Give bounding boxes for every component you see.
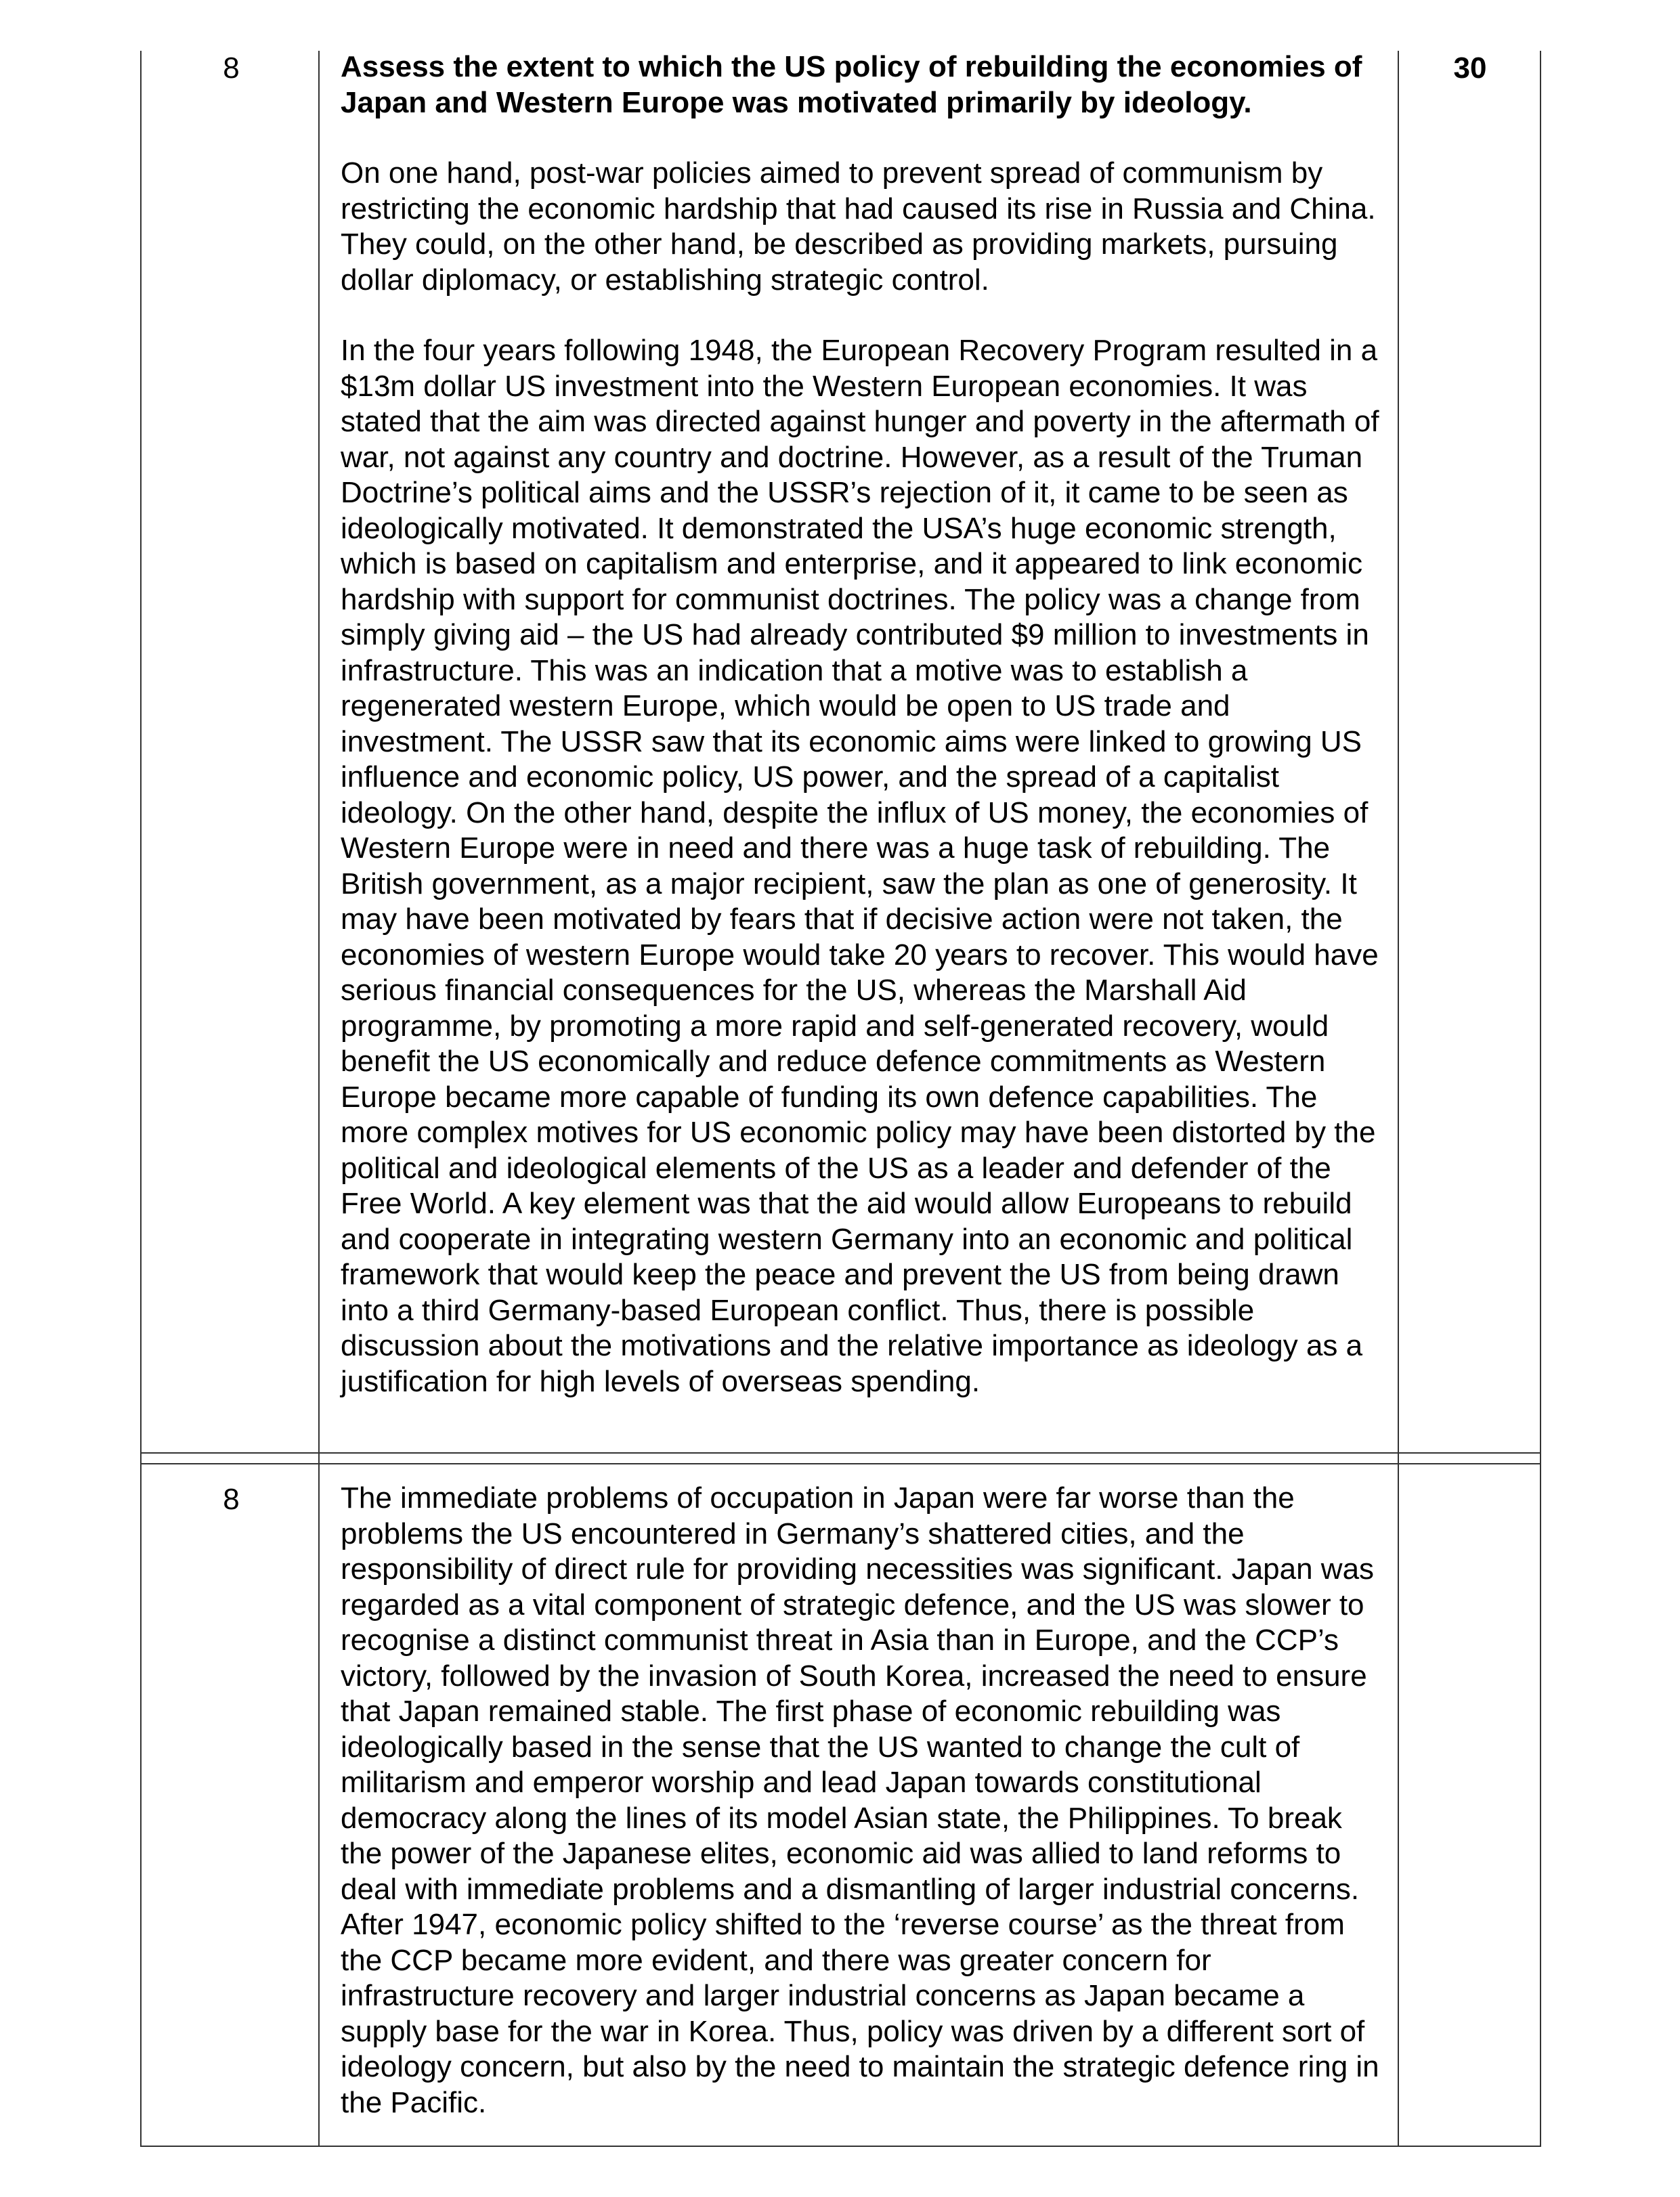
separator-content-cell <box>320 1454 1399 1463</box>
paragraph-europe: In the four years following 1948, the European Recovery Program resulted in a $13m dollar US investment into the Western European economies. It was stated that the aim was directed against hunger and poverty in the aftermath of war, not against any country and doctrine. However, as a result of the Truman Doctrine’s political aims and the USSR’s rejection of it, it came to be seen as ideologically motivated. It demonstrated the USA’s huge economic strength, which is based on capitalism and enterprise, and it appeared to link economic hardship with support for communist doctrines. The policy was a change from simply giving aid – the US had already contributed $9 million to investments in infrastructure. This was an indication that a motive was to establish a regenerated western Europe, which would be open to US trade and investment. The USSR saw that its economic aims were linked to growing US influence and economic policy, US power, and the spread of a capitalist ideology. On the other hand, despite the influx of US money, the economies of Western Europe were in need and there was a huge task of rebuilding. The British government, as a major recipient, saw the plan as one of generosity. It may have been motivated by fears that if decisive action were not taken, the economies of western Europe would take 20 years to recover. This would have serious financial consequences for the US, whereas the Marshall Aid programme, by promoting a more rapid and self-generated recovery, would benefit the US economically and reduce defence commitments as Western Europe became more capable of funding its own defence capabilities. The more complex motives for US economic policy may have been distorted by the political and ideological elements of the US as a leader and defender of the Free World. A key element was that the aid would allow Europeans to rebuild and cooperate in integrating western Germany into an economic and political framework that would keep the peace and prevent the US from being drawn into a third Germany-based European conflict. Thus, there is possible discussion about the motivations and the relative importance as ideology as a justification for high levels of overseas spending. <box>341 334 1379 1398</box>
marks-cell <box>1399 51 1541 1452</box>
answer-text <box>341 1481 1387 2120</box>
separator-marks-cell <box>1399 1454 1541 1463</box>
mark-scheme-row-2 <box>140 1463 1541 2147</box>
marks-cell <box>1399 1463 1541 2146</box>
mark-scheme-row-1 <box>140 51 1541 1454</box>
question-number: 8 <box>223 51 240 85</box>
answer-content-cell <box>320 51 1399 1452</box>
marks-value: 30 <box>1453 51 1487 85</box>
answer-text <box>341 49 1387 1435</box>
separator-number-cell <box>140 1454 320 1463</box>
paragraph-intro: On one hand, post-war policies aimed to prevent spread of communism by restricting the economic hardship that had caused its rise in Russia and China. They could, on the other hand, be described as providing markets, pursuing dollar diplomacy, or establishing strategic control. <box>341 156 1376 297</box>
question-number-cell <box>140 1463 320 2146</box>
question-number: 8 <box>223 1483 240 1516</box>
answer-content-cell <box>320 1463 1399 2146</box>
paragraph-japan: The immediate problems of occupation in Japan were far worse than the problems the US encountered in Germany’s shattered cities, and the responsibility of direct rule for providing necessities was significant. Japan was regarded as a vital component of strategic defence, and the US was slower to recognise a distinct communist threat in Asia than in Europe, and the CCP’s victory, followed by the invasion of South Korea, increased the need to ensure that Japan remained stable. The first phase of economic rebuilding was ideologically based in the sense that the US wanted to change the cult of militarism and emperor worship and lead Japan towards constitutional democracy along the lines of its model Asian state, the Philippines. To break the power of the Japanese elites, economic aid was allied to land reforms to deal with immediate problems and a dismantling of larger industrial concerns. After 1947, economic policy shifted to the ‘reverse course’ as the threat from the CCP became more evident, and there was greater concern for infrastructure recovery and larger industrial concerns as Japan became a supply base for the war in Korea. Thus, policy was driven by a different sort of ideology concern, but also by the need to maintain the strategic defence ring in the Pacific. <box>341 1481 1379 2119</box>
question-text: Assess the extent to which the US policy of rebuilding the economies of Japan and Western Europe was motivated primarily by ideology. <box>341 50 1362 119</box>
question-number-cell <box>140 51 320 1452</box>
